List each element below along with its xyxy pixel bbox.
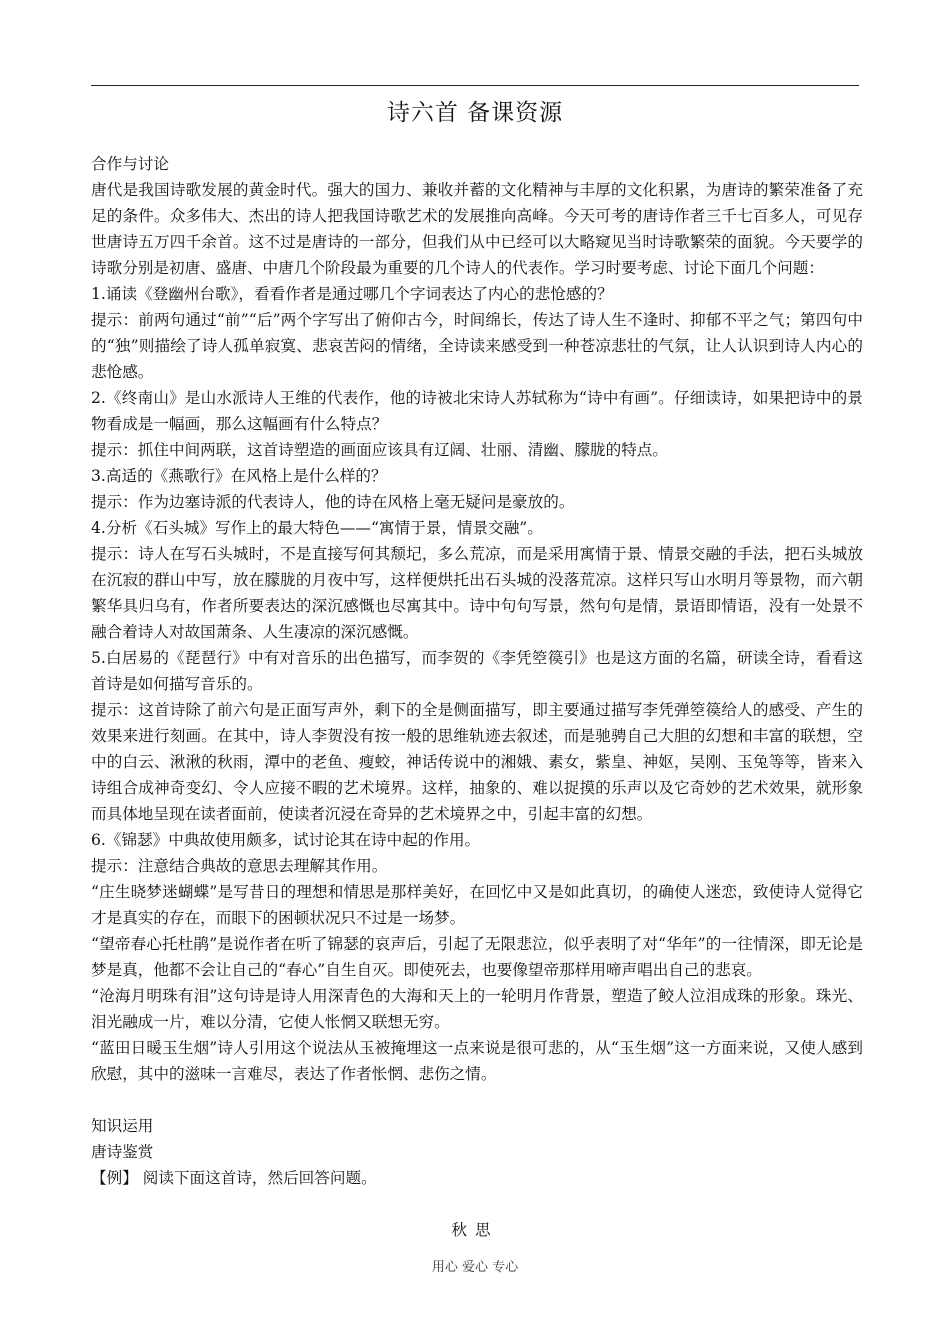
hint-2: 提示：抓住中间两联，这首诗塑造的画面应该具有辽阔、壮丽、清幽、朦胧的特点。 [91, 441, 668, 459]
page-title: 诗六首 备课资源 [386, 100, 564, 126]
question-4: 4.分析《石头城》写作上的最大特色——“寓情于景，情景交融”。 [91, 519, 543, 537]
section-heading-application: 知识运用 [91, 1117, 154, 1135]
allusion-2: “望帝春心托杜鹃”是说作者在听了锦瑟的哀声后，引起了无限悲泣，似乎表明了对“华年”的一往情深，即无论是梦是真，他都不会让自己的“春心”自生自灭。即使死去，也要像望帝那样用啼声唱出自己的悲哀。 [91, 935, 863, 979]
section-heading-discussion: 合作与讨论 [91, 155, 169, 173]
document-body [91, 151, 863, 1191]
allusion-4: “蓝田日暖玉生烟”诗人引用这个说法从玉被掩埋这一点来说是很可悲的，从“玉生烟”这一方面来说，又使人感到欣慰，其中的滋味一言难尽，表达了作者怅惘、悲伤之情。 [91, 1039, 863, 1083]
question-1: 1.诵读《登幽州台歌》，看看作者是通过哪几个字词表达了内心的悲怆感的？ [91, 285, 613, 303]
poem-title: 秋思 [451, 1221, 499, 1239]
question-6: 6.《锦瑟》中典故使用颇多，试讨论其在诗中起的作用。 [91, 831, 481, 849]
question-3: 3.高适的《燕歌行》在风格上是什么样的？ [91, 467, 387, 485]
allusion-3: “沧海月明珠有泪”这句诗是诗人用深青色的大海和天上的一轮明月作背景，塑造了鲛人泣泪成珠的形象。珠光、泪光融成一片，难以分清，它使人怅惘又联想无穷。 [91, 987, 863, 1031]
hint-3: 提示：作为边塞诗派的代表诗人，他的诗在风格上毫无疑问是豪放的。 [91, 493, 575, 511]
hint-4: 提示：诗人在写石头城时，不是直接写何其颓圮，多么荒凉，而是采用寓情于景、情景交融的手法，把石头城放在沉寂的群山中写，放在朦胧的月夜中写，这样便烘托出石头城的没落荒凉。这样只写山水明月等景物，而六朝繁华具归乌有，作者所要表达的深沉感慨也尽寓其中。诗中句句写景，然句句是情，景语即情语，没有一处景不融合着诗人对故国萧条、人生凄凉的深沉感慨。 [91, 545, 863, 641]
page-footer: 用心 爱心 专心 [431, 1260, 519, 1275]
paragraph-gap [91, 1087, 863, 1113]
question-5: 5.白居易的《琵琶行》中有对音乐的出色描写，而李贺的《李凭箜篌引》也是这方面的名篇，研读全诗，看看这首诗是如何描写音乐的。 [91, 649, 863, 693]
hint-5: 提示：这首诗除了前六句是正面写声外，剩下的全是侧面描写，即主要通过描写李凭弹箜篌给人的感受、产生的效果来进行刻画。在其中，诗人李贺没有按一般的思维轨迹去叙述，而是驰骋自己大胆的幻想和丰富的联想，空中的白云、湫湫的秋雨，潭中的老鱼、瘦蛟，神话传说中的湘娥、素女，紫皇、神妪，吴刚、玉兔等等，皆来入诗组合成神奇变幻、令人应接不暇的艺术境界。这样，抽象的、难以捉摸的乐声以及它奇妙的艺术效果，就形象而具体地呈现在读者面前，使读者沉浸在奇异的艺术境界之中，引起丰富的幻想。 [91, 701, 863, 823]
hint-1: 提示：前两句通过“前”“后”两个字写出了俯仰古今，时间绵长，传达了诗人生不逢时、抑郁不平之气；第四句中的“独”则描绘了诗人孤单寂寞、悲哀苦闷的情绪，全诗读来感受到一种苍凉悲壮的气氛，让人认识到诗人内心的悲怆感。 [91, 311, 863, 381]
allusion-1: “庄生晓梦迷蝴蝶”是写昔日的理想和情思是那样美好，在回忆中又是如此真切，的确使人迷恋，致使诗人觉得它才是真实的存在，而眼下的困顿状况只不过是一场梦。 [91, 883, 863, 927]
question-2: 2.《终南山》是山水派诗人王维的代表作，他的诗被北宋诗人苏轼称为“诗中有画”。仔细读诗，如果把诗中的景物看成是一幅画，那么这幅画有什么特点？ [91, 389, 863, 433]
header-rule [91, 85, 859, 86]
subsection-heading-poetry: 唐诗鉴赏 [91, 1143, 154, 1161]
example-prompt: 【例】 阅读下面这首诗，然后回答问题。 [91, 1169, 377, 1187]
hint-6: 提示：注意结合典故的意思去理解其作用。 [91, 857, 388, 875]
intro-paragraph: 唐代是我国诗歌发展的黄金时代。强大的国力、兼收并蓄的文化精神与丰厚的文化积累，为唐诗的繁荣准备了充足的条件。众多伟大、杰出的诗人把我国诗歌艺术的发展推向高峰。今天可考的唐诗作者三千七百多人，可见存世唐诗五万四千余首。这不过是唐诗的一部分，但我们从中已经可以大略窥见当时诗歌繁荣的面貌。今天要学的诗歌分别是初唐、盛唐、中唐几个阶段最为重要的几个诗人的代表作。学习时要考虑、讨论下面几个问题： [91, 181, 863, 277]
